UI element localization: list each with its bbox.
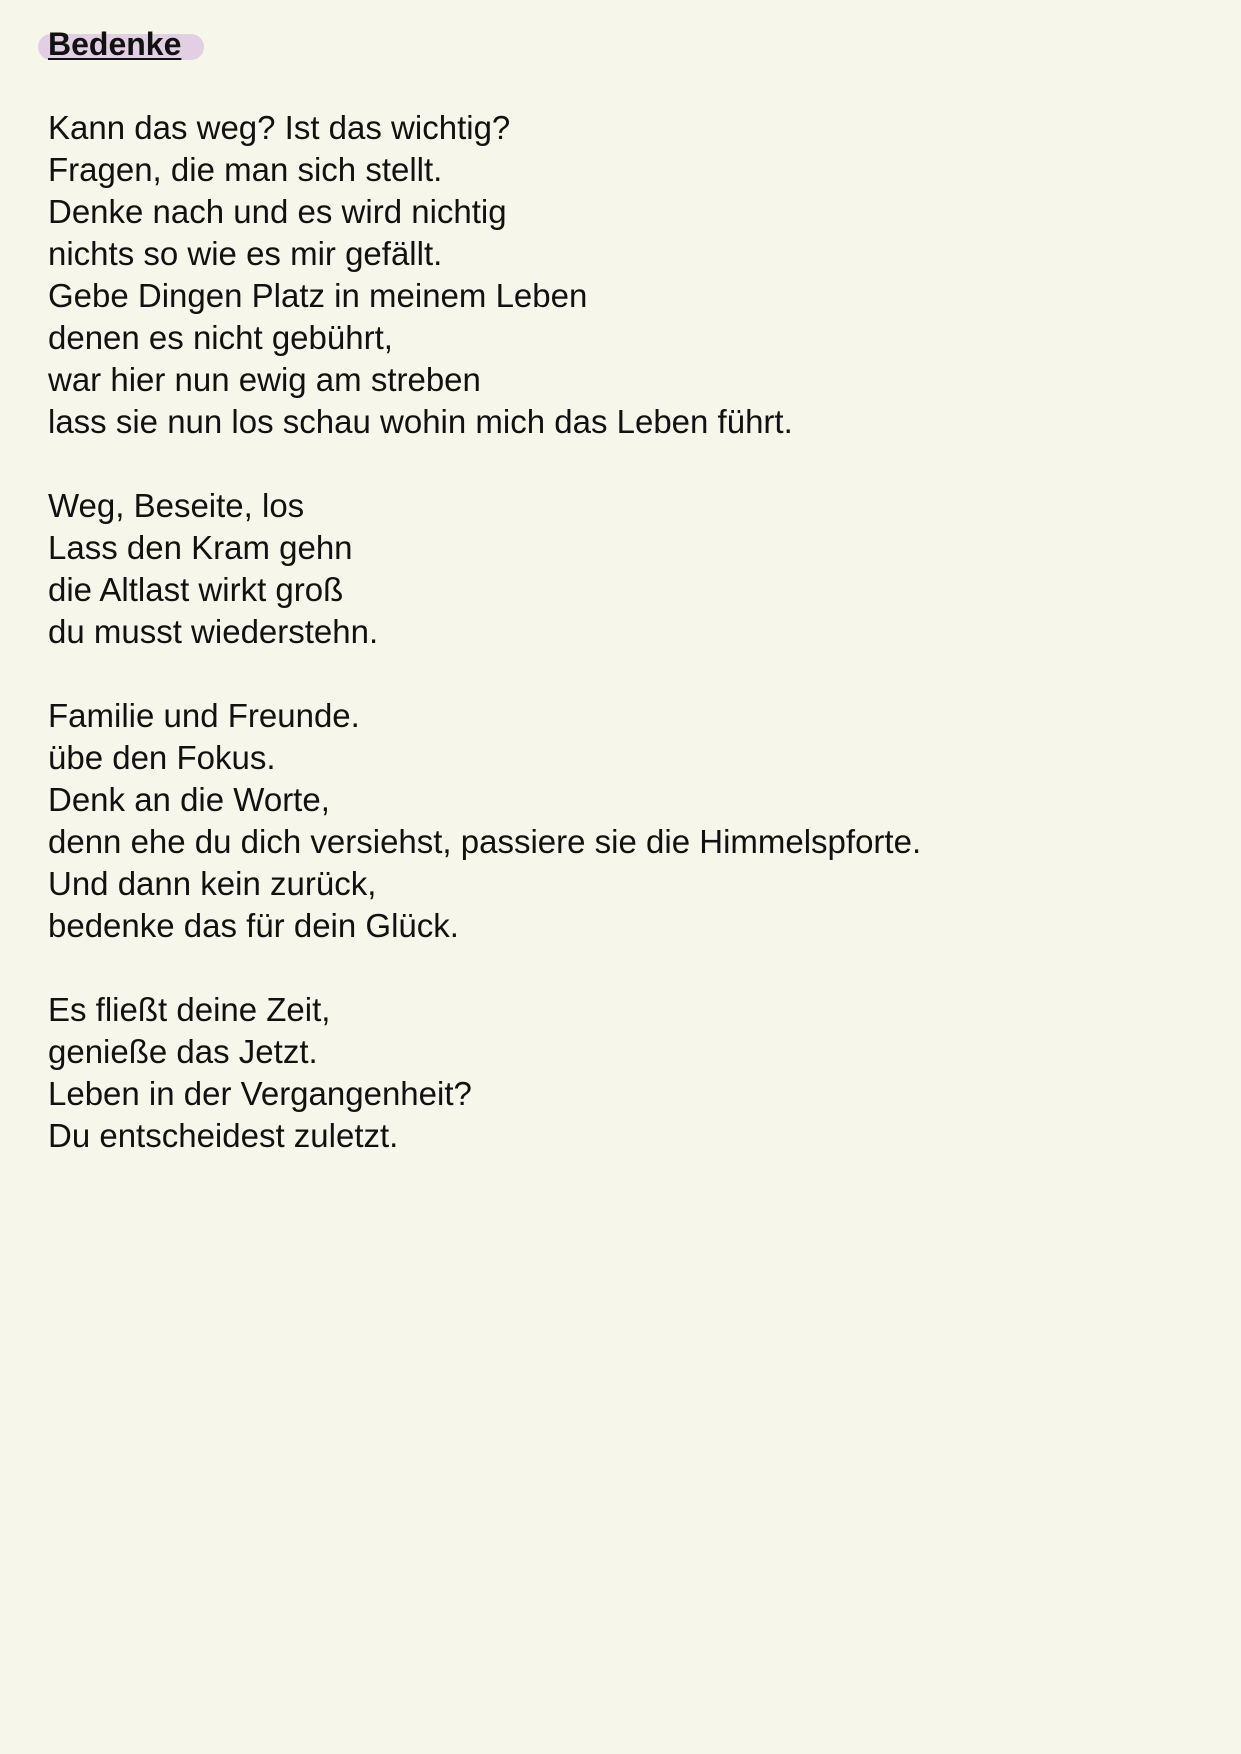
stanza-3 [48, 695, 1198, 947]
poem-line: Es fließt deine Zeit, [48, 991, 331, 1028]
poem-line: nichts so wie es mir gefällt. [48, 235, 443, 272]
poem-line: Kann das weg? Ist das wichtig? [48, 109, 511, 146]
poem-line: Familie und Freunde. [48, 697, 360, 734]
poem-line: Lass den Kram gehn [48, 529, 353, 566]
poem-line: denn ehe du dich versiehst, passiere sie die Himmelspforte. [48, 823, 922, 860]
poem-line: Und dann kein zurück, [48, 865, 377, 902]
poem-line: die Altlast wirkt groß [48, 571, 344, 608]
poem-line: Weg, Beseite, los [48, 487, 305, 524]
poem-line: Du entscheidest zuletzt. [48, 1117, 399, 1154]
poem-line: Denk an die Worte, [48, 781, 330, 818]
poem-line: Gebe Dingen Platz in meinem Leben [48, 277, 588, 314]
poem-line: genieße das Jetzt. [48, 1033, 318, 1070]
page-title[interactable]: Bedenke [48, 26, 182, 62]
poem-line: denen es nicht gebührt, [48, 319, 393, 356]
poem-line: lass sie nun los schau wohin mich das Leben führt. [48, 403, 793, 440]
poem-line: war hier nun ewig am streben [48, 361, 481, 398]
poem-line: du musst wiederstehn. [48, 613, 379, 650]
poem-line: bedenke das für dein Glück. [48, 907, 459, 944]
poem-line: Fragen, die man sich stellt. [48, 151, 443, 188]
poem-line: Denke nach und es wird nichtig [48, 193, 507, 230]
stanza-2 [48, 485, 1198, 653]
poem-line: übe den Fokus. [48, 739, 276, 776]
stanza-4 [48, 989, 1198, 1157]
poem-body [48, 107, 1198, 1199]
poem-line: Leben in der Vergangenheit? [48, 1075, 472, 1112]
title-block [36, 22, 181, 66]
stanza-1 [48, 107, 1198, 443]
